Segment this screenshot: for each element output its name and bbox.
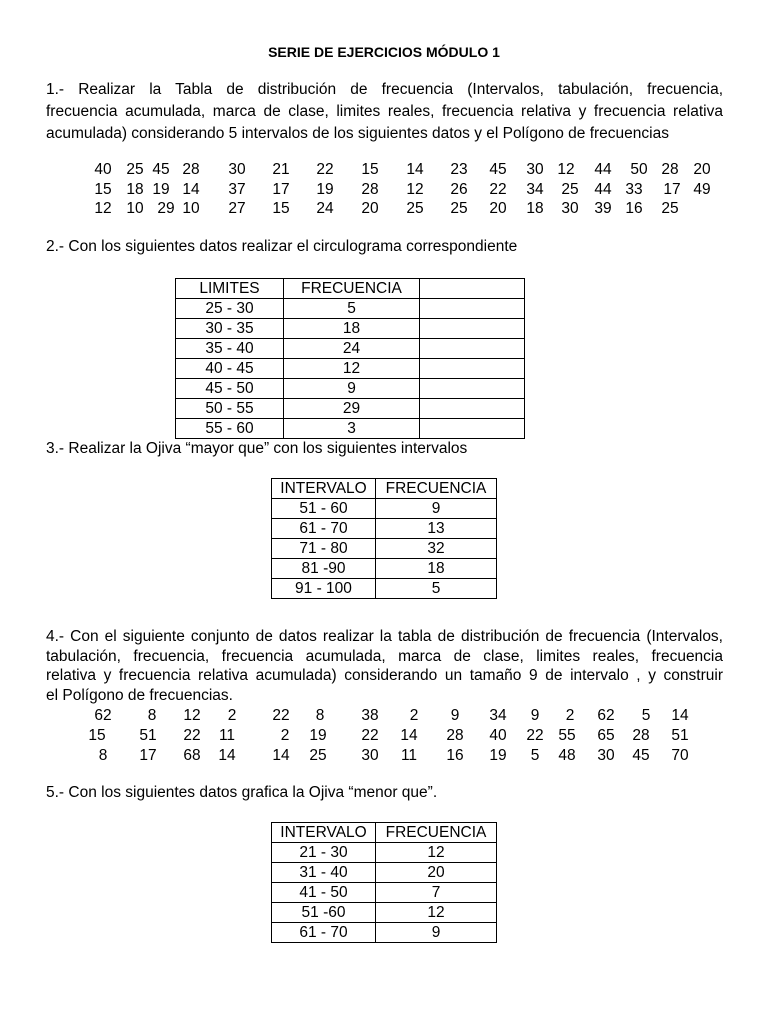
data-value: 25	[450, 200, 468, 217]
frequency-cell: 20	[376, 863, 497, 883]
data-value: 28	[661, 161, 679, 178]
table-row	[176, 339, 525, 359]
data-value: 15	[272, 200, 290, 217]
interval-cell: 51 - 60	[272, 499, 376, 519]
data-value: 14	[671, 707, 689, 724]
exercise-1-line: frecuencia acumulada, marca de clase, limites reales, frecuencia relativa y frecuencia relativa	[46, 103, 723, 120]
data-value: 2	[409, 707, 419, 724]
frequency-cell: 5	[376, 579, 497, 599]
data-value: 20	[489, 200, 507, 217]
empty-cell	[420, 319, 525, 339]
data-value: 44	[594, 181, 612, 198]
data-value: 15	[361, 161, 379, 178]
data-value: 19	[489, 747, 507, 764]
data-row	[0, 199, 768, 219]
data-value: 25	[406, 200, 424, 217]
data-value: 8	[147, 707, 157, 724]
data-value: 22	[183, 727, 201, 744]
exercise-4-text	[46, 627, 723, 706]
frequency-cell: 12	[376, 903, 497, 923]
data-value: 9	[530, 707, 540, 724]
interval-cell: 61 - 70	[272, 923, 376, 943]
frequency-cell: 7	[376, 883, 497, 903]
interval-cell: 30 - 35	[176, 319, 284, 339]
data-value: 19	[309, 727, 327, 744]
data-value: 17	[139, 747, 157, 764]
table-row	[272, 539, 497, 559]
data-value: 33	[625, 181, 643, 198]
table-row	[176, 399, 525, 419]
data-value: 16	[446, 747, 464, 764]
table-header-row	[272, 823, 497, 843]
column-header: INTERVALO	[272, 823, 376, 843]
frequency-cell: 9	[284, 379, 420, 399]
table-row	[272, 883, 497, 903]
data-value: 14	[272, 747, 290, 764]
interval-cell: 35 - 40	[176, 339, 284, 359]
data-value: 18	[126, 181, 144, 198]
data-row	[0, 726, 768, 746]
empty-cell	[420, 419, 525, 439]
interval-cell: 31 - 40	[272, 863, 376, 883]
column-header: FRECUENCIA	[284, 279, 420, 299]
data-value: 10	[182, 200, 200, 217]
data-value: 12	[406, 181, 424, 198]
data-value: 45	[489, 161, 507, 178]
table-row	[272, 499, 497, 519]
data-value: 15	[88, 727, 106, 744]
data-value: 65	[597, 727, 615, 744]
empty-cell	[420, 359, 525, 379]
data-value: 12	[557, 161, 575, 178]
data-value: 9	[450, 707, 460, 724]
data-value: 30	[228, 161, 246, 178]
interval-cell: 91 - 100	[272, 579, 376, 599]
data-value: 48	[558, 747, 576, 764]
data-value: 17	[663, 181, 681, 198]
data-value: 2	[280, 727, 290, 744]
data-value: 11	[400, 747, 418, 764]
data-value: 68	[183, 747, 201, 764]
data-value: 28	[632, 727, 650, 744]
data-value: 21	[272, 161, 290, 178]
data-value: 17	[272, 181, 290, 198]
table-row	[272, 579, 497, 599]
exercise-1-line: 1.- Realizar la Tabla de distribución de frecuencia (Intervalos, tabulación, frecuencia,	[46, 81, 723, 98]
data-value: 5	[530, 747, 540, 764]
table-row	[272, 923, 497, 943]
frequency-cell: 12	[284, 359, 420, 379]
data-value: 23	[450, 161, 468, 178]
table-row	[176, 319, 525, 339]
exercise-2-table	[175, 278, 525, 439]
exercise-1-text	[46, 79, 723, 145]
data-value: 12	[94, 200, 112, 217]
frequency-cell: 13	[376, 519, 497, 539]
data-value: 5	[641, 707, 651, 724]
data-value: 62	[94, 707, 112, 724]
table-header-row	[272, 479, 497, 499]
data-value: 19	[316, 181, 334, 198]
data-value: 44	[594, 161, 612, 178]
data-row	[0, 706, 768, 726]
table-header-row	[176, 279, 525, 299]
interval-cell: 25 - 30	[176, 299, 284, 319]
data-value: 22	[361, 727, 379, 744]
column-header: FRECUENCIA	[376, 479, 497, 499]
data-value: 50	[630, 161, 648, 178]
data-value: 70	[671, 747, 689, 764]
data-value: 14	[182, 181, 200, 198]
exercise-3-text: 3.- Realizar la Ojiva “mayor que” con los siguientes intervalos	[46, 440, 468, 457]
table-row	[272, 863, 497, 883]
exercise-2-text: 2.- Con los siguientes datos realizar el circulograma correspondiente	[46, 238, 518, 255]
data-value: 2	[565, 707, 575, 724]
data-value: 8	[315, 707, 325, 724]
data-value: 20	[693, 161, 711, 178]
data-row	[0, 180, 768, 200]
data-value: 22	[272, 707, 290, 724]
data-value: 16	[625, 200, 643, 217]
data-value: 38	[361, 707, 379, 724]
interval-cell: 81 -90	[272, 559, 376, 579]
data-value: 26	[450, 181, 468, 198]
data-value: 24	[316, 200, 334, 217]
data-value: 28	[182, 161, 200, 178]
interval-cell: 45 - 50	[176, 379, 284, 399]
data-value: 30	[526, 161, 544, 178]
frequency-cell: 9	[376, 499, 497, 519]
data-value: 51	[139, 727, 157, 744]
data-value: 12	[183, 707, 201, 724]
data-value: 22	[489, 181, 507, 198]
data-value: 15	[94, 181, 112, 198]
exercise-1-line: acumulada) considerando 5 intervalos de los siguientes datos y el Polígono de frecuencias	[46, 125, 669, 142]
data-value: 25	[561, 181, 579, 198]
frequency-cell: 29	[284, 399, 420, 419]
data-value: 18	[526, 200, 544, 217]
exercise-4-line: 4.- Con el siguiente conjunto de datos realizar la tabla de distribución de frecuencia (Intervalos,	[46, 628, 723, 645]
page-title: SERIE DE EJERCICIOS MÓDULO 1	[268, 44, 500, 60]
data-value: 34	[526, 181, 544, 198]
data-value: 55	[558, 727, 576, 744]
data-value: 8	[98, 747, 108, 764]
empty-cell	[420, 379, 525, 399]
table-row	[176, 419, 525, 439]
interval-cell: 40 - 45	[176, 359, 284, 379]
data-value: 20	[361, 200, 379, 217]
interval-cell: 51 -60	[272, 903, 376, 923]
interval-cell: 41 - 50	[272, 883, 376, 903]
frequency-cell: 9	[376, 923, 497, 943]
data-value: 28	[446, 727, 464, 744]
data-value: 10	[126, 200, 144, 217]
frequency-cell: 12	[376, 843, 497, 863]
data-value: 62	[597, 707, 615, 724]
data-value: 49	[693, 181, 711, 198]
exercise-3-table	[271, 478, 497, 599]
data-value: 45	[152, 161, 170, 178]
table-row	[272, 559, 497, 579]
interval-cell: 21 - 30	[272, 843, 376, 863]
table-row	[176, 379, 525, 399]
column-header	[420, 279, 525, 299]
data-value: 11	[218, 727, 236, 744]
data-value: 39	[594, 200, 612, 217]
frequency-cell: 32	[376, 539, 497, 559]
table-row	[176, 359, 525, 379]
data-value: 25	[126, 161, 144, 178]
frequency-cell: 24	[284, 339, 420, 359]
table-row	[272, 843, 497, 863]
data-value: 22	[316, 161, 334, 178]
exercise-4-line: relativa y frecuencia relativa acumulada) considerando un tamaño 9 de intervalo , y construir	[46, 667, 723, 685]
data-value: 51	[671, 727, 689, 744]
frequency-cell: 18	[284, 319, 420, 339]
data-value: 34	[489, 707, 507, 724]
exercise-4-line: el Polígono de frecuencias.	[46, 687, 233, 705]
data-value: 45	[632, 747, 650, 764]
column-header: LIMITES	[176, 279, 284, 299]
data-value: 40	[94, 161, 112, 178]
column-header: INTERVALO	[272, 479, 376, 499]
empty-cell	[420, 339, 525, 359]
data-value: 29	[157, 200, 175, 217]
table-row	[176, 299, 525, 319]
interval-cell: 50 - 55	[176, 399, 284, 419]
interval-cell: 71 - 80	[272, 539, 376, 559]
interval-cell: 55 - 60	[176, 419, 284, 439]
frequency-cell: 3	[284, 419, 420, 439]
data-value: 19	[152, 181, 170, 198]
data-value: 27	[228, 200, 246, 217]
data-value: 30	[361, 747, 379, 764]
empty-cell	[420, 399, 525, 419]
data-value: 30	[597, 747, 615, 764]
exercise-4-line: tabulación, frecuencia, frecuencia acumulada, marca de clase, limites reales, frecuencia	[46, 647, 723, 665]
column-header: FRECUENCIA	[376, 823, 497, 843]
data-value: 30	[561, 200, 579, 217]
table-row	[272, 903, 497, 923]
frequency-cell: 18	[376, 559, 497, 579]
data-value: 28	[361, 181, 379, 198]
data-value: 14	[218, 747, 236, 764]
empty-cell	[420, 299, 525, 319]
frequency-cell: 5	[284, 299, 420, 319]
data-value: 37	[228, 181, 246, 198]
interval-cell: 61 - 70	[272, 519, 376, 539]
data-value: 25	[309, 747, 327, 764]
data-value: 25	[661, 200, 679, 217]
data-value: 2	[227, 707, 237, 724]
table-row	[272, 519, 497, 539]
data-row	[0, 160, 768, 180]
data-value: 40	[489, 727, 507, 744]
data-value: 14	[406, 161, 424, 178]
data-value: 22	[526, 727, 544, 744]
exercise-5-text: 5.- Con los siguientes datos grafica la Ojiva “menor que”.	[46, 784, 438, 801]
data-value: 14	[400, 727, 418, 744]
data-row	[0, 746, 768, 766]
exercise-5-table	[271, 822, 497, 943]
